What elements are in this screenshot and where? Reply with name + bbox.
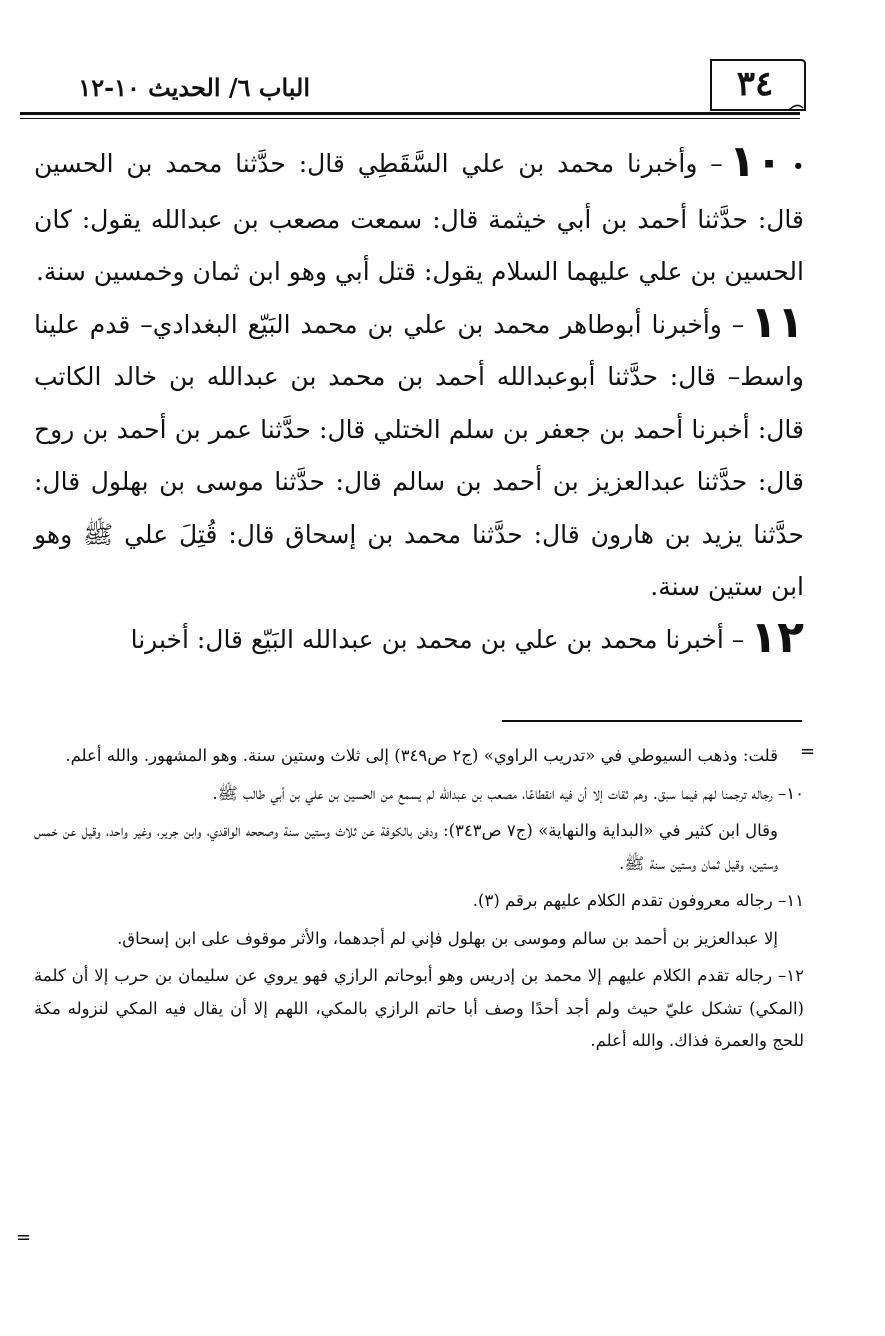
footnote-separator (502, 720, 802, 722)
hadith-text: – وأخبرنا محمد بن علي السَّقَطِي قال: حدَّثنا محمد بن الحسين قال: حدَّثنا أحمد بن أبي خيثمة قال: سمعت مصعب بن عبدالله يقول: كان الحسين بن علي عليهما السلام يقول: قتل أبي وهو ابن ثمان وخمسين سنة. (34, 149, 804, 286)
page-number: ٣٤ (736, 64, 774, 104)
hadith-number: ١١ (750, 296, 804, 348)
hadith-text: – وأخبرنا أبوطاهر محمد بن علي بن محمد البَيّع البغدادي– قدم علينا واسط– قال: حدَّثنا أبوعبدالله أحمد بن محمد بن عبدالله بن خالد الكاتب قال: أخبرنا أحمد بن جعفر بن سلم الختلي قال: حدَّثنا عمر بن أحمد بن روح قال: حدَّثنا عبدالعزيز بن أحمد بن سالم قال: حدَّثنا موسى بن بهلول قال: حدَّثنا يزيد بن هارون قال: حدَّثنا محمد بن إسحاق قال: قُتِلَ علي ﷺ وهو ابن ستين سنة. (34, 309, 804, 601)
bullet-icon: • (792, 156, 804, 177)
footnote-10: ١٠– رجاله ترجمنا لهم فيما سبق. وهم ثقات إلا أن فيه انقطاعًا، مصعب بن عبدالله لم يسمع من الحسين بن علي بن أبي طالب ﷺ. (212, 783, 804, 803)
hadith-number: ١٠ (728, 136, 783, 187)
footnote-11-continued: إلا عبدالعزيز بن أحمد بن سالم وموسى بن بهلول فإني لم أجدهما، والأثر موقوف على ابن إسحاق. (117, 928, 778, 948)
footnote-10-continued: وقال ابن كثير في «البداية والنهاية» (ج٧ ص٣٤٣): ودفن بالكوفة عن ثلاث وستين سنة وصححه الواقدي، وابن جرير، وغير واحد، وقيل عن خمس وستين، وقيل ثمان وستين سنة ﷺ. (34, 821, 778, 873)
hadith-10 (34, 138, 804, 299)
hadith-11 (34, 296, 804, 614)
footnote-11: ١١– رجاله معروفون تقدم الكلام عليهم برقم (٣). (472, 891, 804, 910)
header-rule-thin (20, 118, 800, 119)
header-rule-thick (20, 112, 800, 115)
hadith-number: ١٢ (750, 611, 804, 663)
footnotes (34, 740, 804, 1063)
page-number-frame (705, 58, 815, 108)
hadith-text: – أخبرنا محمد بن علي بن محمد بن عبدالله البَيّع قال: أخبرنا (130, 624, 745, 654)
main-text (34, 138, 804, 666)
continuation-marker: = (800, 741, 816, 762)
end-marker: = (16, 1227, 32, 1248)
running-head: الباب ٦/ الحديث ١٠-١٢ (78, 73, 310, 102)
footnote-12: ١٢– رجاله تقدم الكلام عليهم إلا محمد بن إدريس وهو أبوحاتم الرازي فهو يروي عن سليمان بن حرب إلا أن كلمة (المكي) تشكل عليّ حيث ولم أجد أحدًا وصف أبا حاتم الرازي بالمكي، اللهم إلا أن يقال فيه المكي لنزوله مكة للحج والعمرة فذاك. والله أعلم. (34, 966, 804, 1050)
footnote-continued: قلت: وذهب السيوطي في «تدريب الراوي» (ج٢ ص٣٤٩) إلى ثلاث وستين سنة. وهو المشهور. والله أعلم. (65, 746, 778, 765)
hadith-12 (34, 611, 804, 667)
